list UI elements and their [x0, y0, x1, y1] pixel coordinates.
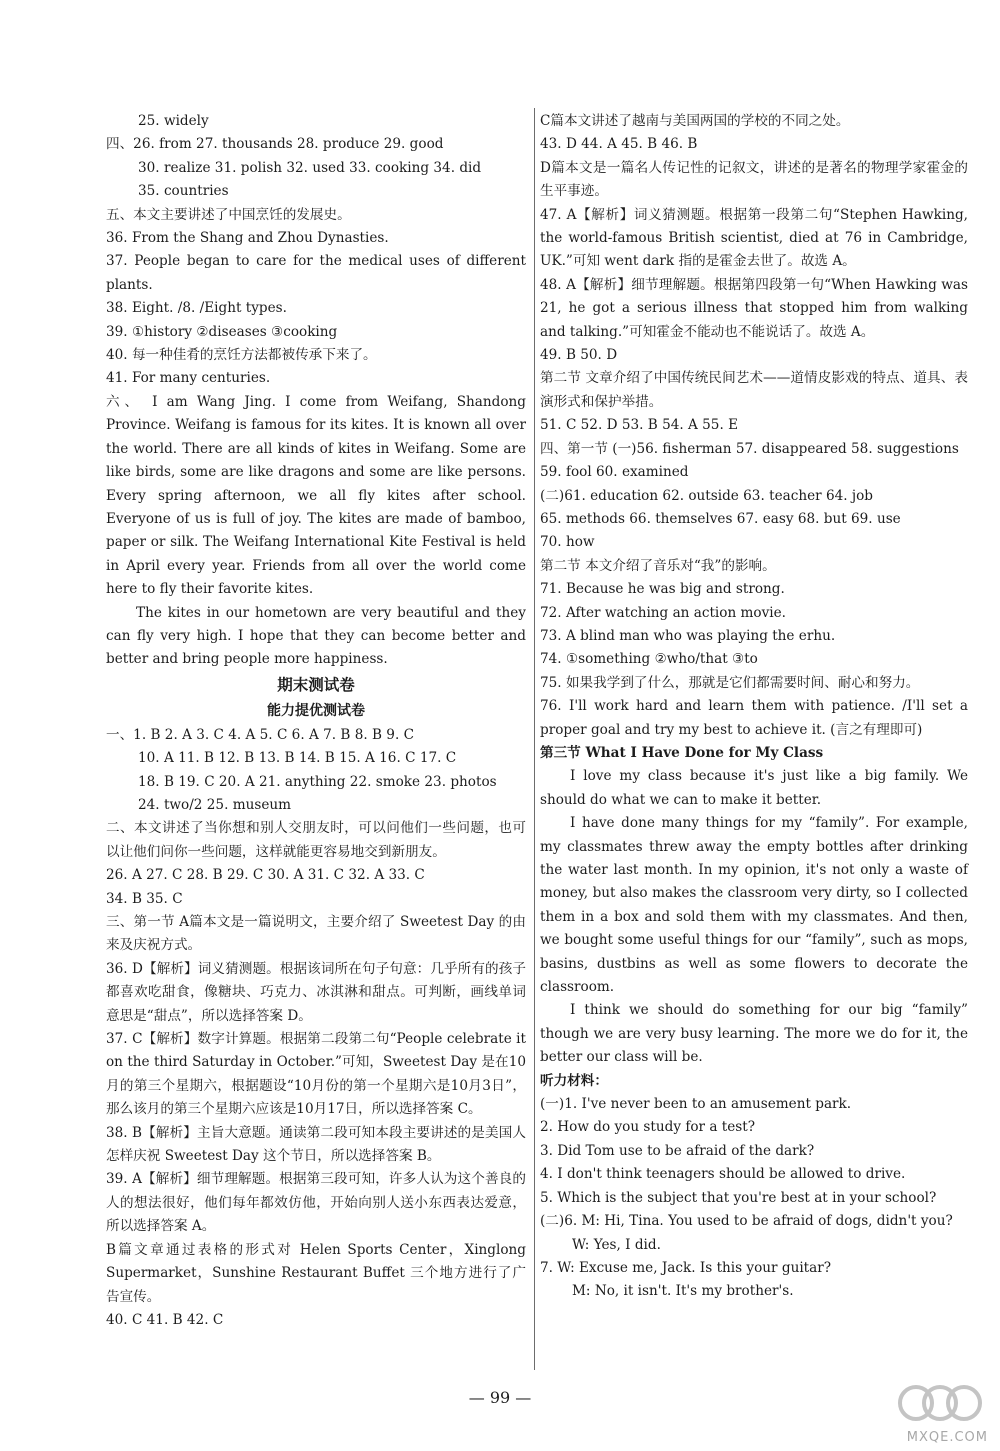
section-summary: 二、本文讲述了当你想和别人交朋友时，可以问他们一些问题，也可以让他们问你一些问题，这样就能更容易地交到新朋友。: [106, 820, 526, 860]
explanation: 48. A【解析】细节理解题。根据第四段第一句“When Hawking was 21, he got a serious illness that stopped him from walking and talking.”可知霍金不能动也不能说话了。故选 A。: [540, 276, 968, 340]
answer-line: (二)61. education 62. outside 63. teacher 64. job: [540, 487, 873, 504]
section-summary: 第二节 本文介绍了音乐对“我”的影响。: [540, 557, 776, 574]
essay-paragraph: The kites in our hometown are very beautiful and they can fly very high. I hope that they can become better and better and bring people more happiness.: [106, 604, 526, 668]
answer-line: 38. Eight. /8. /Eight types.: [106, 300, 287, 317]
answer-line: 71. Because he was big and strong.: [540, 581, 785, 598]
section-summary: 三、第一节 A篇本文是一篇说明文，主要介绍了 Sweetest Day 的由来及庆祝方式。: [106, 914, 526, 954]
listening-line: 5. Which is the subject that you're best at in your school?: [540, 1189, 937, 1206]
explanation: 37. C【解析】数字计算题。根据第二段第二句“People celebrate it on the third Saturday in October.”可知，Sweetest Day 是在10月的第三个星期六，根据题设“10月份的第一个星期六是10月3日”，那么该月的第三个星期六应该是10月17日，所以选择答案 C。: [106, 1031, 526, 1118]
answer-line: 36. From the Shang and Zhou Dynasties.: [106, 230, 389, 247]
answer-line: 40. 每一种佳肴的烹饪方法都被传承下来了。: [106, 347, 377, 364]
answer-line: 39. ①history ②diseases ③cooking: [106, 323, 338, 340]
exam-subtitle: 能力提优测试卷: [267, 702, 365, 719]
answer-line: 76. I'll work hard and learn them with patience. /I'll set a proper goal and try my best to achieve it. (言之有理即可): [540, 698, 968, 738]
answer-line: 30. realize 31. polish 32. used 33. cooking 34. did: [138, 159, 482, 176]
answer-line: 74. ①something ②who/that ③to: [540, 651, 758, 668]
section-summary: 五、本文主要讲述了中国烹饪的发展史。: [106, 206, 351, 223]
essay-paragraph: I think we should do something for our big “family” though we are very busy learning. The more we do for it, the better our class will be.: [540, 1002, 968, 1066]
explanation: 47. A【解析】词义猜测题。根据第一段第二句“Stephen Hawking, the world-famous British scientist, died at 76 in Cambridge, UK.”可知 went dark 指的是霍金去世了。故选 A。: [540, 206, 968, 270]
answer-line: 49. B 50. D: [540, 347, 618, 364]
left-column: [106, 110, 526, 1332]
section-summary: D篇本文是一篇名人传记性的记叙文，讲述的是著名的物理学家霍金的生平事迹。: [540, 159, 968, 200]
answer-line: 59. fool 60. examined: [540, 464, 689, 481]
answer-line: 一、1. B 2. A 3. C 4. A 5. C 6. A 7. B 8. B 9. C: [106, 726, 414, 743]
answer-line: 65. methods 66. themselves 67. easy 68. but 69. use: [540, 510, 901, 527]
explanation: 36. D【解析】词义猜测题。根据该词所在句子句意：几乎所有的孩子都喜欢吃甜食，像糖块、巧克力、冰淇淋和甜点。可判断，画线单词意思是“甜点”，所以选择答案 D。: [106, 960, 526, 1024]
essay-paragraph: 六、 I am Wang Jing. I come from Weifang, Shandong Province. Weifang is famous for its kites. It is known all over the world. There are all kinds of kites in Weifang. Some are like birds, some are like dragons and some are like persons. Every spring afternoon, we all fly kites after school. Everyone of us is full of joy. The kites are made of bamboo, paper or silk. The Weifang International Kite Festival is held in April every year. Friends from all over the world come here to fly their favorite kites.: [106, 393, 526, 598]
page-number: — 99 —: [468, 1388, 532, 1407]
listening-line: 3. Did Tom use to be afraid of the dark?: [540, 1142, 815, 1159]
answer-line: 43. D 44. A 45. B 46. B: [540, 136, 698, 153]
essay-paragraph: I love my class because it's just like a big family. We should do what we can to make it better.: [540, 768, 968, 808]
answer-line: 四、第一节 (一)56. fisherman 57. disappeared 58. suggestions: [540, 440, 959, 457]
essay-paragraph: I have done many things for my “family”. For example, my classmates threw away the empty bottles after drinking the water last month. In my opinion, it's not only a waste of money, but also makes the classroom very dirty, so I collected them in a box and sold them with my classmates. And then, we bought some useful things for our “family”, such as mops, basins, dustbins as well as some flowers to decorate the classroom.: [540, 815, 968, 996]
answer-line: 72. After watching an action movie.: [540, 604, 787, 621]
answer-line: 24. two/2 25. museum: [138, 796, 292, 813]
listening-line: W: Yes, I did.: [572, 1236, 661, 1253]
answer-line: 10. A 11. B 12. B 13. B 14. B 15. A 16. C 17. C: [138, 750, 457, 767]
answer-line: 70. how: [540, 534, 595, 551]
explanation: 39. A【解析】细节理解题。根据第三段可知，许多人认为这个善良的人的想法很好，他们每年都效仿他，开始向别人送小东西表达爱意，所以选择答案 A。: [106, 1171, 526, 1235]
listening-line: 4. I don't think teenagers should be allowed to drive.: [540, 1166, 906, 1183]
answer-line: 18. B 19. C 20. A 21. anything 22. smoke 23. photos: [138, 773, 497, 790]
section-summary: 第二节 文章介绍了中国传统民间艺术——道情皮影戏的特点、道具、表演形式和保护举措。: [540, 370, 968, 410]
listening-line: (一)1. I've never been to an amusement park.: [540, 1096, 852, 1113]
answer-line: 26. A 27. C 28. B 29. C 30. A 31. C 32. A 33. C: [106, 867, 425, 884]
answer-line: 四、26. from 27. thousands 28. produce 29. good: [106, 136, 444, 153]
column-divider: [534, 108, 535, 1370]
answer-line: 35. countries: [138, 183, 229, 200]
watermark-text: MXQE.COM: [906, 1430, 988, 1445]
answer-line: 75. 如果我学到了什么，那就是它们都需要时间、耐心和努力。: [540, 674, 920, 691]
answer-line: 25. widely: [138, 113, 209, 129]
listening-line: M: No, it isn't. It's my brother's.: [572, 1283, 794, 1300]
essay-title: 第三节 What I Have Done for My Class: [540, 744, 824, 761]
answer-line: 51. C 52. D 53. B 54. A 55. E: [540, 417, 739, 434]
section-summary: C篇本文讲述了越南与美国两国的学校的不同之处。: [540, 113, 850, 129]
listening-line: (二)6. M: Hi, Tina. You used to be afraid of dogs, didn't you?: [540, 1213, 953, 1230]
answer-line: 34. B 35. C: [106, 890, 183, 907]
section-summary: B篇文章通过表格的形式对 Helen Sports Center，Xinglong Supermarket，Sunshine Restaurant Buffet 三个地方进行了广告宣传。: [106, 1241, 526, 1305]
listening-line: 2. How do you study for a test?: [540, 1119, 756, 1136]
explanation: 38. B【解析】主旨大意题。通读第二段可知本段主要讲述的是美国人怎样庆祝 Sweetest Day 这个节日，所以选择答案 B。: [106, 1124, 526, 1165]
listening-line: 7. W: Excuse me, Jack. Is this your guitar?: [540, 1259, 832, 1276]
watermark-logo-icon: [894, 1379, 986, 1435]
answer-line: 40. C 41. B 42. C: [106, 1311, 224, 1328]
answer-line: 41. For many centuries.: [106, 370, 271, 387]
answer-line: 73. A blind man who was playing the erhu.: [540, 627, 836, 644]
answer-line: 37. People began to care for the medical uses of different plants.: [106, 253, 526, 293]
right-column: [540, 110, 968, 1304]
listening-heading: 听力材料：: [540, 1072, 608, 1089]
exam-title: 期末测试卷: [277, 675, 355, 694]
